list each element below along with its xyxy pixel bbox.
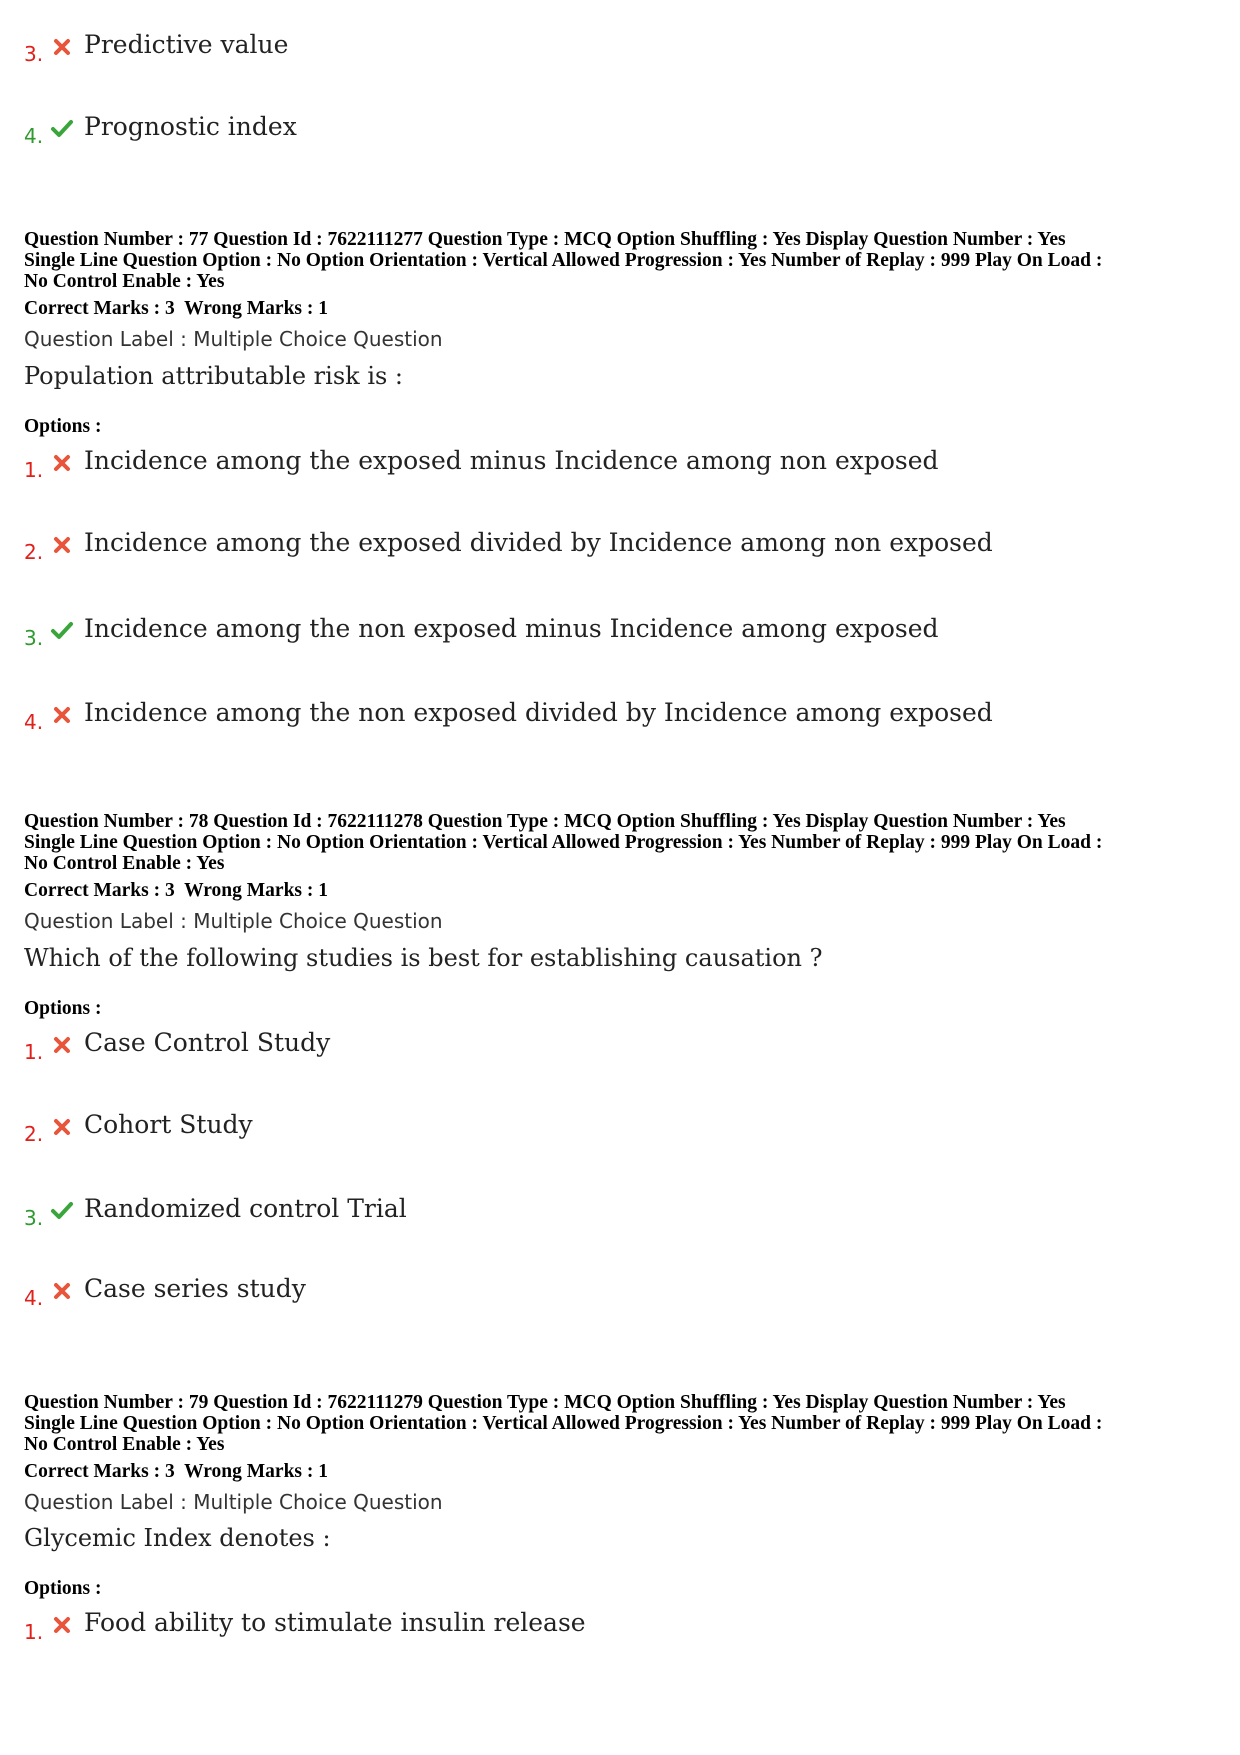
option-item xyxy=(24,528,1204,568)
option-item xyxy=(24,614,1204,654)
question-meta xyxy=(24,811,1214,874)
question-text: Which of the following studies is best for establishing causation ? xyxy=(24,944,823,972)
question-text: Glycemic Index denotes : xyxy=(24,1524,331,1552)
option-item xyxy=(24,698,1204,738)
option-text: Incidence among the exposed divided by Incidence among non exposed xyxy=(84,528,993,557)
option-number: 2. xyxy=(24,540,44,564)
option-text: Predictive value xyxy=(84,30,289,59)
option-item xyxy=(24,1110,1204,1150)
option-item xyxy=(24,1608,1204,1648)
option-number: 3. xyxy=(24,1206,44,1230)
question-meta xyxy=(24,1392,1214,1455)
option-item xyxy=(24,1194,1204,1234)
question-meta xyxy=(24,229,1214,292)
meta-line: Single Line Question Option : No Option Orientation : Vertical Allowed Progression : Yes Number of Replay : 999 Play On Load : xyxy=(24,1413,1103,1434)
option-text: Incidence among the non exposed minus Incidence among exposed xyxy=(84,614,939,643)
option-number: 1. xyxy=(24,1040,44,1064)
options-heading: Options : xyxy=(24,998,102,1019)
question-label: Question Label : Multiple Choice Question xyxy=(24,327,443,351)
option-text: Prognostic index xyxy=(84,112,297,141)
question-label: Question Label : Multiple Choice Question xyxy=(24,909,443,933)
meta-line: Question Number : 79 Question Id : 7622111279 Question Type : MCQ Option Shuffling : Yes Display Question Number : Yes xyxy=(24,1392,1066,1413)
meta-line: Single Line Question Option : No Option Orientation : Vertical Allowed Progression : Yes Number of Replay : 999 Play On Load : xyxy=(24,832,1103,853)
cross-icon xyxy=(50,532,74,556)
meta-line: Single Line Question Option : No Option Orientation : Vertical Allowed Progression : Yes Number of Replay : 999 Play On Load : xyxy=(24,250,1103,271)
question-marks: Correct Marks : 3 Wrong Marks : 1 xyxy=(24,880,329,901)
option-number: 4. xyxy=(24,1286,44,1310)
option-text: Case series study xyxy=(84,1274,306,1303)
meta-line: Question Number : 77 Question Id : 7622111277 Question Type : MCQ Option Shuffling : Yes Display Question Number : Yes xyxy=(24,229,1066,250)
option-number: 1. xyxy=(24,1620,44,1644)
question-marks: Correct Marks : 3 Wrong Marks : 1 xyxy=(24,298,329,319)
cross-icon xyxy=(50,1032,74,1056)
option-text: Cohort Study xyxy=(84,1110,253,1139)
meta-line: No Control Enable : Yes xyxy=(24,853,225,874)
option-number: 4. xyxy=(24,124,44,148)
check-icon xyxy=(50,116,74,140)
option-number: 2. xyxy=(24,1122,44,1146)
cross-icon xyxy=(50,1114,74,1138)
option-text: Incidence among the non exposed divided by Incidence among exposed xyxy=(84,698,993,727)
option-item xyxy=(24,1274,1204,1314)
option-item xyxy=(24,112,1204,152)
cross-icon xyxy=(50,34,74,58)
option-number: 4. xyxy=(24,710,44,734)
question-marks: Correct Marks : 3 Wrong Marks : 1 xyxy=(24,1461,329,1482)
question-label: Question Label : Multiple Choice Question xyxy=(24,1490,443,1514)
option-item xyxy=(24,1028,1204,1068)
meta-line: No Control Enable : Yes xyxy=(24,271,225,292)
check-icon xyxy=(50,1198,74,1222)
cross-icon xyxy=(50,1278,74,1302)
option-number: 3. xyxy=(24,42,44,66)
cross-icon xyxy=(50,1612,74,1636)
options-heading: Options : xyxy=(24,1578,102,1599)
option-number: 1. xyxy=(24,458,44,482)
check-icon xyxy=(50,618,74,642)
option-number: 3. xyxy=(24,626,44,650)
cross-icon xyxy=(50,702,74,726)
option-text: Case Control Study xyxy=(84,1028,331,1057)
option-text: Incidence among the exposed minus Incidence among non exposed xyxy=(84,446,939,475)
meta-line: No Control Enable : Yes xyxy=(24,1434,225,1455)
option-item xyxy=(24,30,1204,70)
question-text: Population attributable risk is : xyxy=(24,362,404,390)
options-heading: Options : xyxy=(24,416,102,437)
cross-icon xyxy=(50,450,74,474)
meta-line: Question Number : 78 Question Id : 7622111278 Question Type : MCQ Option Shuffling : Yes Display Question Number : Yes xyxy=(24,811,1066,832)
option-text: Food ability to stimulate insulin release xyxy=(84,1608,586,1637)
option-text: Randomized control Trial xyxy=(84,1194,407,1223)
option-item xyxy=(24,446,1204,486)
